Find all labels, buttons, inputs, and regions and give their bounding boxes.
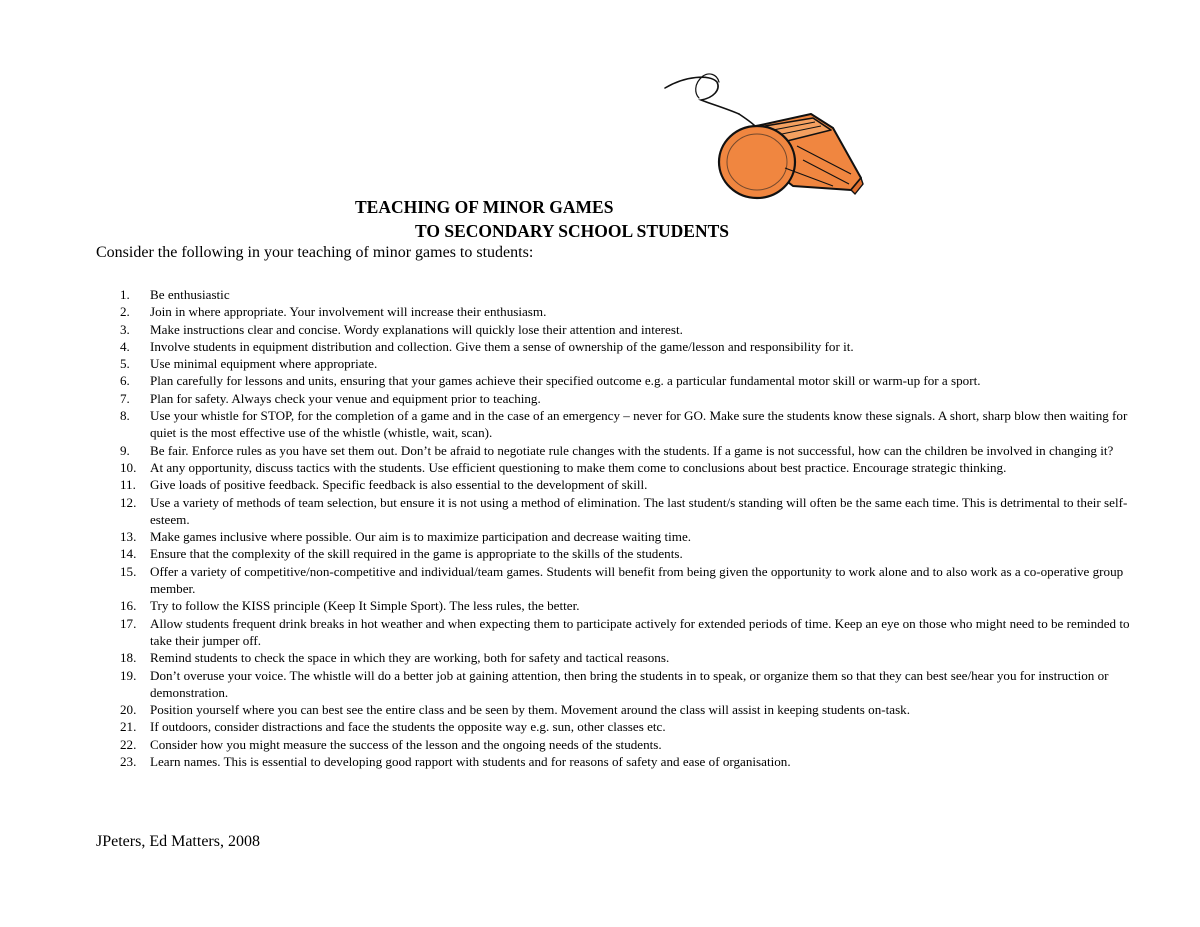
list-item-text: Involve students in equipment distribution and collection. Give them a sense of ownership of the game/lesson and responsibility for it. bbox=[150, 338, 854, 354]
list-item bbox=[0, 442, 1200, 459]
list-item-number: 6. bbox=[120, 373, 130, 389]
list-item bbox=[0, 372, 1200, 389]
intro-text: Consider the following in your teaching of minor games to students: bbox=[96, 244, 534, 261]
list-item bbox=[0, 321, 1200, 338]
list-item-text: Plan for safety. Always check your venue and equipment prior to teaching. bbox=[150, 390, 541, 406]
list-item-text: Use a variety of methods of team selection, but ensure it is not using a method of elimination. The last student/s standing will often be the same each time. This is detrimental to their self-esteem. bbox=[150, 494, 1128, 527]
list-item-text: Don’t overuse your voice. The whistle will do a better job at gaining attention, then bring the students in to speak, or organize them so that they can best see/hear you for instruction or demonstration. bbox=[150, 667, 1109, 700]
list-item-number: 18. bbox=[120, 650, 137, 666]
list-item bbox=[0, 476, 1200, 493]
list-item-text: Allow students frequent drink breaks in hot weather and when expecting them to participate actively for extended periods of time. Keep an eye on those who might need to be reminded to take their jumper off. bbox=[150, 615, 1130, 648]
list-item bbox=[0, 718, 1200, 735]
list-item bbox=[0, 563, 1200, 598]
list-item bbox=[0, 407, 1200, 442]
list-item-text: Be fair. Enforce rules as you have set them out. Don’t be afraid to negotiate rule changes with the students. If a game is not successful, how can the children be involved in changing it? bbox=[150, 442, 1114, 458]
list-item-text: Be enthusiastic bbox=[150, 287, 230, 302]
list-item-text: Learn names. This is essential to developing good rapport with students and for reasons of safety and ease of organisation. bbox=[150, 754, 791, 770]
list-item-number: 5. bbox=[120, 356, 130, 372]
list-item-number: 1. bbox=[120, 287, 130, 302]
list-item-number: 13. bbox=[120, 529, 137, 545]
list-item-number: 11. bbox=[120, 477, 136, 493]
list-item bbox=[0, 701, 1200, 718]
list-item bbox=[0, 528, 1200, 545]
list-item-text: Use minimal equipment where appropriate. bbox=[150, 356, 378, 372]
document-subtitle: TO SECONDARY SCHOOL STUDENTS bbox=[415, 221, 729, 241]
list-item-number: 9. bbox=[120, 442, 130, 458]
list-item bbox=[0, 545, 1200, 562]
document-title: TEACHING OF MINOR GAMES bbox=[355, 197, 614, 217]
list-item-number: 3. bbox=[120, 321, 130, 337]
list-item-number: 4. bbox=[120, 338, 130, 354]
list-item-number: 14. bbox=[120, 546, 137, 562]
list-item-text: Offer a variety of competitive/non-competitive and individual/team games. Students will benefit from being given the opportunity to work alone and to also work as a co-operative group member. bbox=[150, 563, 1124, 597]
list-item-number: 22. bbox=[120, 736, 137, 752]
list-item-number: 7. bbox=[120, 390, 130, 406]
list-item-number: 21. bbox=[120, 719, 137, 735]
list-item-text: At any opportunity, discuss tactics with the students. Use efficient questioning to make them come to conclusions about best practice. Encourage strategic thinking. bbox=[150, 459, 1007, 475]
list-item-number: 15. bbox=[120, 563, 137, 579]
list-item-number: 10. bbox=[120, 459, 137, 475]
list-item-text: Plan carefully for lessons and units, ensuring that your games achieve their specified outcome e.g. a particular fundamental motor skill or warm-up for a sport. bbox=[150, 373, 981, 389]
list-item bbox=[0, 338, 1200, 355]
list-item-text: Make games inclusive where possible. Our aim is to maximize participation and decrease waiting time. bbox=[150, 529, 692, 545]
list-item-text: Position yourself where you can best see the entire class and be seen by them. Movement around the class will assist in keeping students on-task. bbox=[150, 702, 910, 718]
list-item bbox=[0, 390, 1200, 407]
list-item bbox=[0, 459, 1200, 476]
list-item-number: 2. bbox=[120, 304, 130, 320]
list-item-text: If outdoors, consider distractions and face the students the opposite way e.g. sun, other classes etc. bbox=[150, 719, 666, 735]
list-item-text: Consider how you might measure the success of the lesson and the ongoing needs of the students. bbox=[150, 736, 662, 752]
list-item-text: Make instructions clear and concise. Wordy explanations will quickly lose their attention and interest. bbox=[150, 321, 683, 337]
list-item bbox=[0, 597, 1200, 614]
list-item-text: Use your whistle for STOP, for the completion of a game and in the case of an emergency – never for GO. Make sure the students know these signals. A short, sharp blow then waiting for quiet is the most effective use of the whistle (whistle, wait, scan). bbox=[150, 408, 1128, 441]
list-item-text: Try to follow the KISS principle (Keep It Simple Sport). The less rules, the better. bbox=[150, 598, 580, 614]
list-item bbox=[0, 286, 1200, 303]
list-item-text: Ensure that the complexity of the skill required in the game is appropriate to the skills of the students. bbox=[150, 546, 683, 562]
whistle-chamber-shape bbox=[719, 126, 795, 198]
list-item bbox=[0, 355, 1200, 372]
list-item-text: Remind students to check the space in which they are working, both for safety and tactical reasons. bbox=[150, 650, 670, 666]
list-item bbox=[0, 736, 1200, 753]
list-item-number: 16. bbox=[120, 598, 137, 614]
list-item-text: Join in where appropriate. Your involvement will increase their enthusiasm. bbox=[150, 304, 547, 320]
list-item-number: 23. bbox=[120, 754, 137, 770]
list-item bbox=[0, 303, 1200, 320]
list-item bbox=[0, 494, 1200, 529]
list-item-text: Give loads of positive feedback. Specific feedback is also essential to the development of skill. bbox=[150, 477, 648, 493]
list-item bbox=[0, 753, 1200, 770]
list-item bbox=[0, 615, 1200, 650]
whistle-icon bbox=[655, 68, 870, 203]
attribution: JPeters, Ed Matters, 2008 bbox=[96, 833, 260, 850]
list-item-number: 17. bbox=[120, 615, 137, 631]
list-item-number: 8. bbox=[120, 408, 130, 424]
list-item-number: 12. bbox=[120, 494, 137, 510]
guidelines-list bbox=[0, 286, 1200, 770]
list-item bbox=[0, 649, 1200, 666]
list-item-number: 20. bbox=[120, 702, 137, 718]
list-item-number: 19. bbox=[120, 667, 137, 683]
list-item bbox=[0, 667, 1200, 702]
